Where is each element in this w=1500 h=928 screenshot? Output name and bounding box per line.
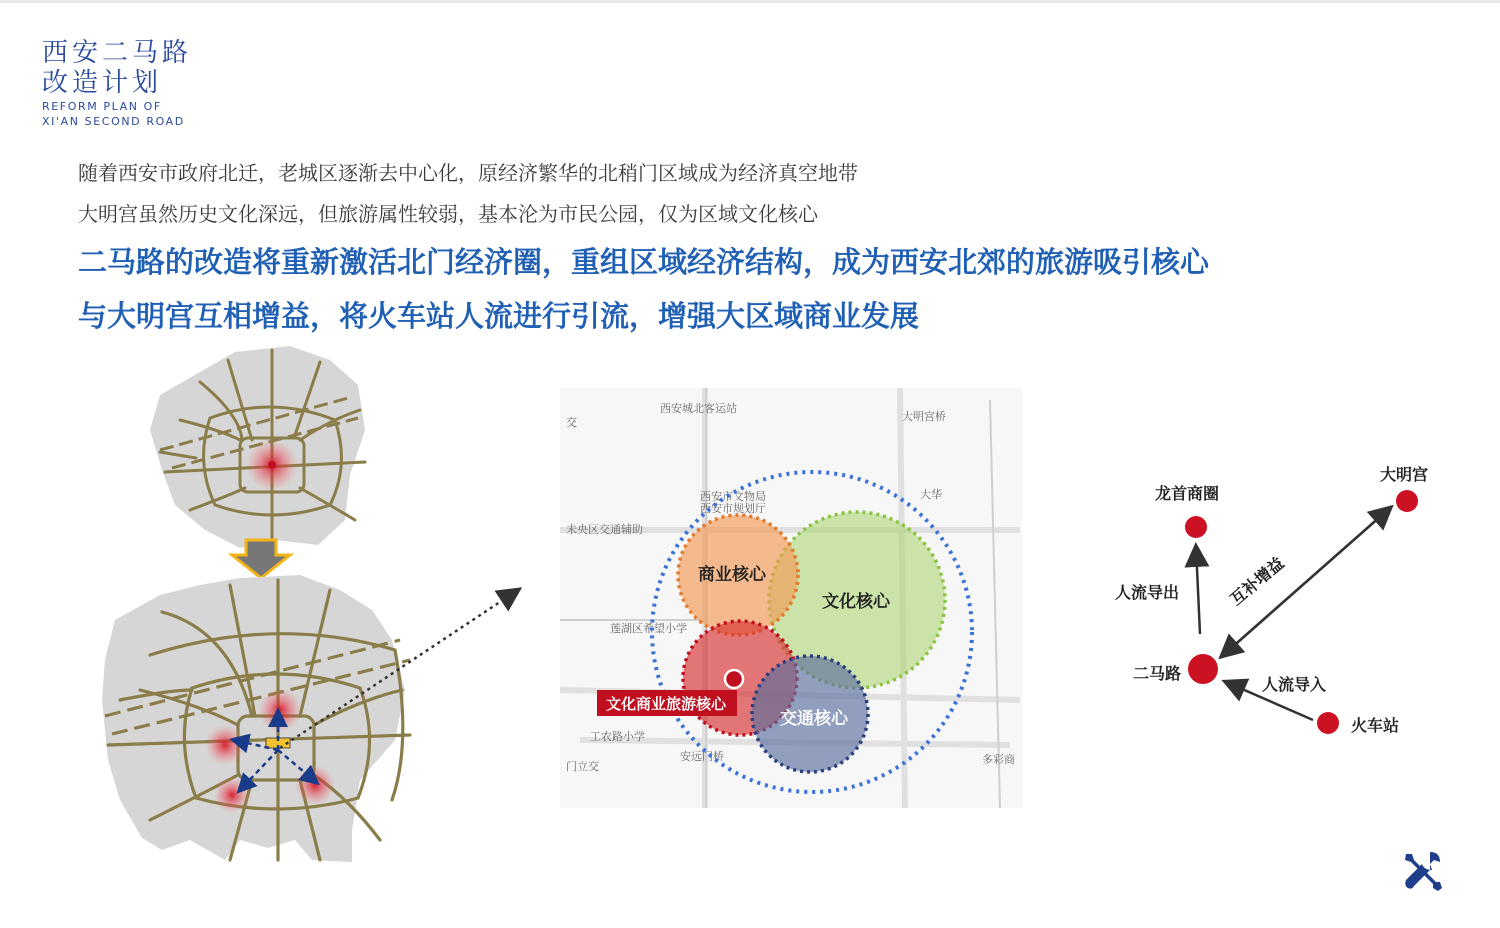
node-ermalu [1188, 654, 1218, 684]
label-flow-out: 人流导出 [1115, 583, 1180, 602]
label-mutual: 互补增益 [1226, 553, 1288, 610]
map-label: 西安市规划厅 [700, 502, 766, 515]
headline-line1: 二马路的改造将重新激活北门经济圈，重组区域经济结构，成为西安北郊的旅游吸引核心 [78, 245, 1210, 279]
map-label: 莲湖区希望小学 [610, 622, 687, 635]
node-station [1317, 712, 1339, 734]
tools-icon [1400, 850, 1444, 892]
map-label: 交 [566, 416, 577, 429]
logo-en-line1: REFORM PLAN OF [42, 100, 162, 113]
label-flow-in: 人流导入 [1262, 675, 1327, 694]
map-label: 西安城北客运站 [660, 402, 737, 415]
logo-title-line2: 改造计划 [42, 68, 163, 98]
headline-line2: 与大明宫互相增益，将火车站人流进行引流，增强大区域商业发展 [78, 299, 920, 333]
map-label: 安远门桥 [680, 750, 724, 763]
body-text-line1: 随着西安市政府北迁，老城区逐渐去中心化，原经济繁华的北稍门区域成为经济真空地带 [78, 161, 858, 185]
map-label: 西安市文物局 [700, 490, 766, 503]
label-longshou: 龙首商圈 [1155, 484, 1220, 503]
city-map-small [150, 346, 365, 548]
edge-flow-out [1196, 547, 1200, 634]
site-marker [725, 670, 743, 688]
node-longshou [1185, 516, 1207, 538]
logo-title-line1: 西安二马路 [42, 38, 193, 68]
label-daminggong: 大明宫 [1380, 465, 1429, 484]
commercial-core-label: 商业核心 [698, 565, 766, 585]
tag-badge-label: 文化商业旅游核心 [606, 695, 727, 713]
node-daminggong [1396, 490, 1418, 512]
city-map-large [102, 575, 410, 862]
label-ermalu: 二马路 [1133, 664, 1182, 683]
map-label: 门立交 [566, 760, 599, 773]
map-label: 多彩商 [982, 753, 1015, 766]
map-label: 工农路小学 [590, 730, 645, 743]
venn-map-panel [560, 388, 1022, 808]
network-diagram [1115, 465, 1428, 735]
map-label: 未央区交通辅助 [566, 523, 643, 536]
traffic-core-label: 交通核心 [780, 709, 848, 729]
body-text-line2: 大明宫虽然历史文化深远，但旅游属性较弱，基本沦为市民公园，仅为区域文化核心 [78, 202, 818, 226]
map-label: 大明宫桥 [902, 410, 946, 423]
label-station: 火车站 [1351, 716, 1400, 735]
logo-en-line2: XI'AN SECOND ROAD [42, 115, 185, 128]
culture-core-label: 文化核心 [822, 592, 890, 612]
map-label: 大华 [920, 488, 942, 501]
